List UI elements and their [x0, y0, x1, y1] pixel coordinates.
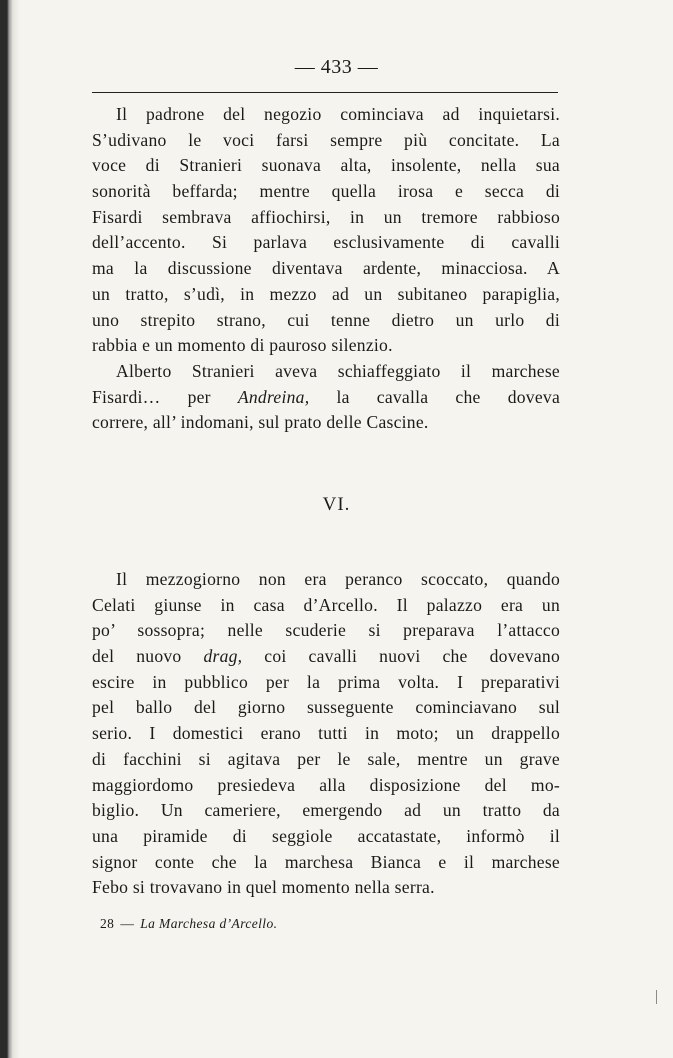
text-line: signor conte che la marchesa Bianca e il marchese: [92, 851, 560, 872]
paragraph-2: [92, 359, 560, 436]
section-heading: VI.: [322, 494, 351, 515]
paragraph-3: [92, 567, 560, 901]
text-line: di facchini si agitava per le sale, mentre un grave: [92, 748, 560, 769]
text-line: una piramide di seggiole accatastate, informò il: [92, 825, 560, 846]
text-run: coi cavalli nuovi che dovevano: [242, 646, 560, 667]
signature-mark: 28: [100, 916, 115, 931]
text-line: po’ sossopra; nelle scuderie si preparava l’attacco: [92, 620, 560, 641]
text-line: Il padrone del negozio cominciava ad inquietarsi.: [116, 104, 560, 124]
text-line: pel ballo del giorno susseguente cominciavano sul: [92, 697, 560, 718]
text-line: serio. I domestici erano tutti in moto; un drappello: [92, 723, 560, 744]
text-run: Fisardi… per: [92, 386, 238, 407]
text-line: dell’accento. Si parlava esclusivamente di cavalli: [92, 232, 560, 253]
text-block-lower: [92, 567, 560, 901]
text-line: biglio. Un cameriere, emergendo ad un tratto da: [92, 800, 560, 821]
book-title: La Marchesa d’Arcello.: [140, 916, 278, 931]
footer-signature-line: [100, 916, 277, 932]
paper-speck: [656, 990, 657, 1004]
text-line: rabbia e un momento di pauroso silenzio.: [92, 335, 393, 356]
header-rule: [92, 92, 558, 93]
text-line: S’udivano le voci farsi sempre più concitate. La: [92, 129, 560, 150]
text-block-upper: [92, 102, 560, 436]
text-line: un tratto, s’udì, in mezzo ad un subitaneo parapiglia,: [92, 283, 560, 304]
text-line: ma la discussione diventava ardente, minacciosa. A: [92, 258, 560, 279]
text-run: del nuovo: [92, 646, 204, 667]
text-line: Febo si trovavano in quel momento nella serra.: [92, 877, 435, 898]
text-line: [92, 385, 560, 411]
footer-dash: —: [120, 916, 135, 931]
italic-carriage-word: drag,: [203, 646, 243, 667]
text-line: Alberto Stranieri aveva schiaffeggiato il marchese: [116, 360, 560, 381]
text-line: uno strepito strano, cui tenne dietro un urlo di: [92, 309, 560, 330]
italic-horse-name: Andreina,: [237, 386, 310, 407]
text-line: escire in pubblico per la prima volta. I preparativi: [92, 671, 560, 692]
text-line: Il mezzogiorno non era peranco scoccato, quando: [116, 569, 560, 589]
binding-edge: [0, 0, 20, 1058]
text-line: [92, 644, 560, 670]
paragraph-1: [92, 102, 560, 359]
text-run: la cavalla che doveva: [309, 386, 560, 407]
text-line: maggiordomo presiedeva alla disposizione del mo-: [92, 774, 560, 795]
text-line: Celati giunse in casa d’Arcello. Il palazzo era un: [92, 594, 560, 615]
text-line: sonorità beffarda; mentre quella irosa e secca di: [92, 181, 560, 202]
text-line: Fisardi sembrava affiochirsi, in un tremore rabbioso: [92, 206, 560, 227]
page-number: — 433 —: [294, 56, 379, 78]
text-line: correre, all’ indomani, sul prato delle Cascine.: [92, 412, 429, 433]
text-line: voce di Stranieri suonava alta, insolente, nella sua: [92, 155, 560, 176]
